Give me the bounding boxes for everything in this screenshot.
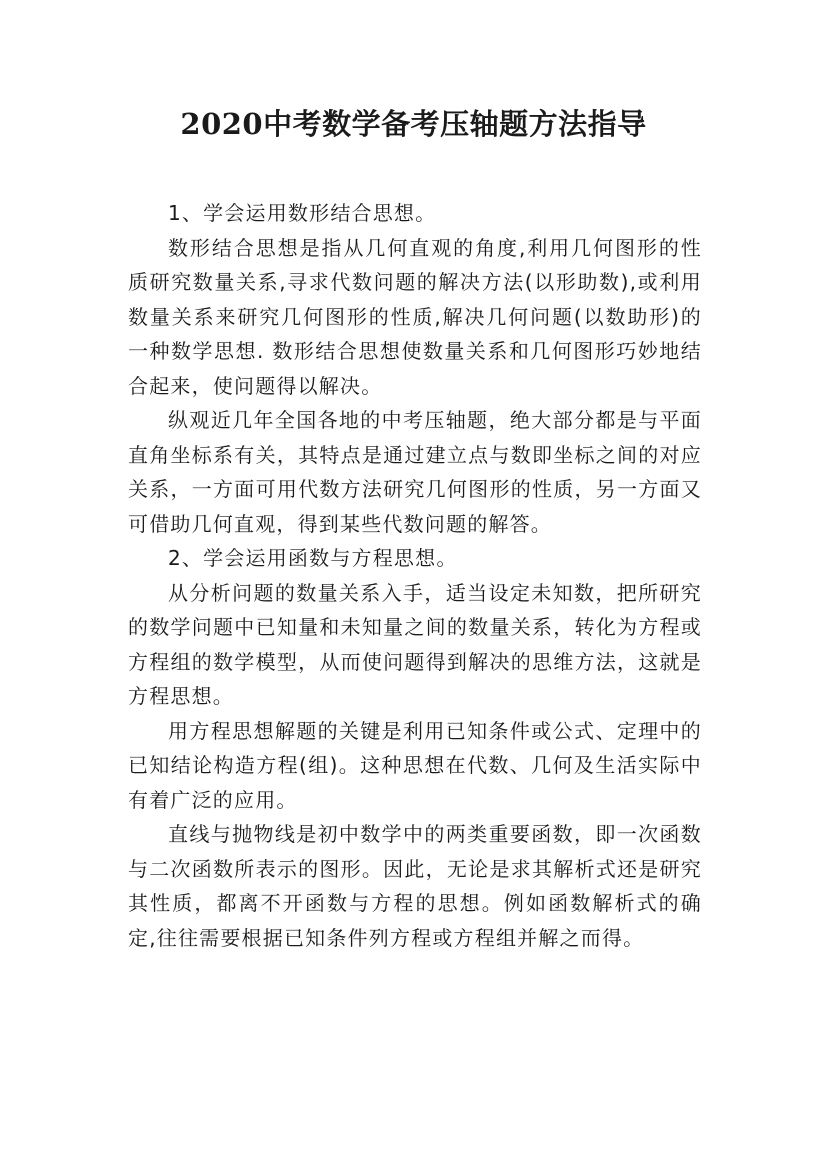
paragraph-equation-key: 用方程思想解题的关键是利用已知条件或公式、定理中的已知结论构造方程(组)。这种思想在代数、几何及生活实际中有着广泛的应用。 (128, 718, 702, 812)
section-heading-1: 1、学会运用数形结合思想。 (168, 201, 437, 225)
paragraph-equation-thinking: 从分析问题的数量关系入手，适当设定未知数，把所研究的数学问题中已知量和未知量之间的数量关系，转化为方程或方程组的数学模型，从而使问题得到解决的思维方法，这就是方程思想。 (128, 580, 702, 708)
page-title: 2020中考数学备考压轴题方法指导 (180, 107, 647, 141)
paragraph-coordinate-system: 纵观近几年全国各地的中考压轴题，绝大部分都是与平面直角坐标系有关，其特点是通过建立点与数即坐标之间的对应关系，一方面可用代数方法研究几何图形的性质，另一方面又可借助几何直观，得到某些代数问题的解答。 (128, 408, 702, 536)
section-heading-2: 2、学会运用函数与方程思想。 (168, 546, 458, 570)
paragraph-number-shape-definition: 数形结合思想是指从几何直观的角度,利用几何图形的性质研究数量关系,寻求代数问题的解决方法(以形助数),或利用数量关系来研究几何图形的性质,解决几何问题(以数助形)的一种数学思想. 数形结合思想使数量关系和几何图形巧妙地结合起来，使问题得以解决。 (128, 235, 702, 398)
paragraph-line-and-parabola: 直线与抛物线是初中数学中的两类重要函数，即一次函数与二次函数所表示的图形。因此，无论是求其解析式还是研究其性质，都离不开函数与方程的思想。例如函数解析式的确定,往往需要根据已知条件列方程或方程组并解之而得。 (128, 822, 702, 950)
document-body (128, 196, 702, 955)
